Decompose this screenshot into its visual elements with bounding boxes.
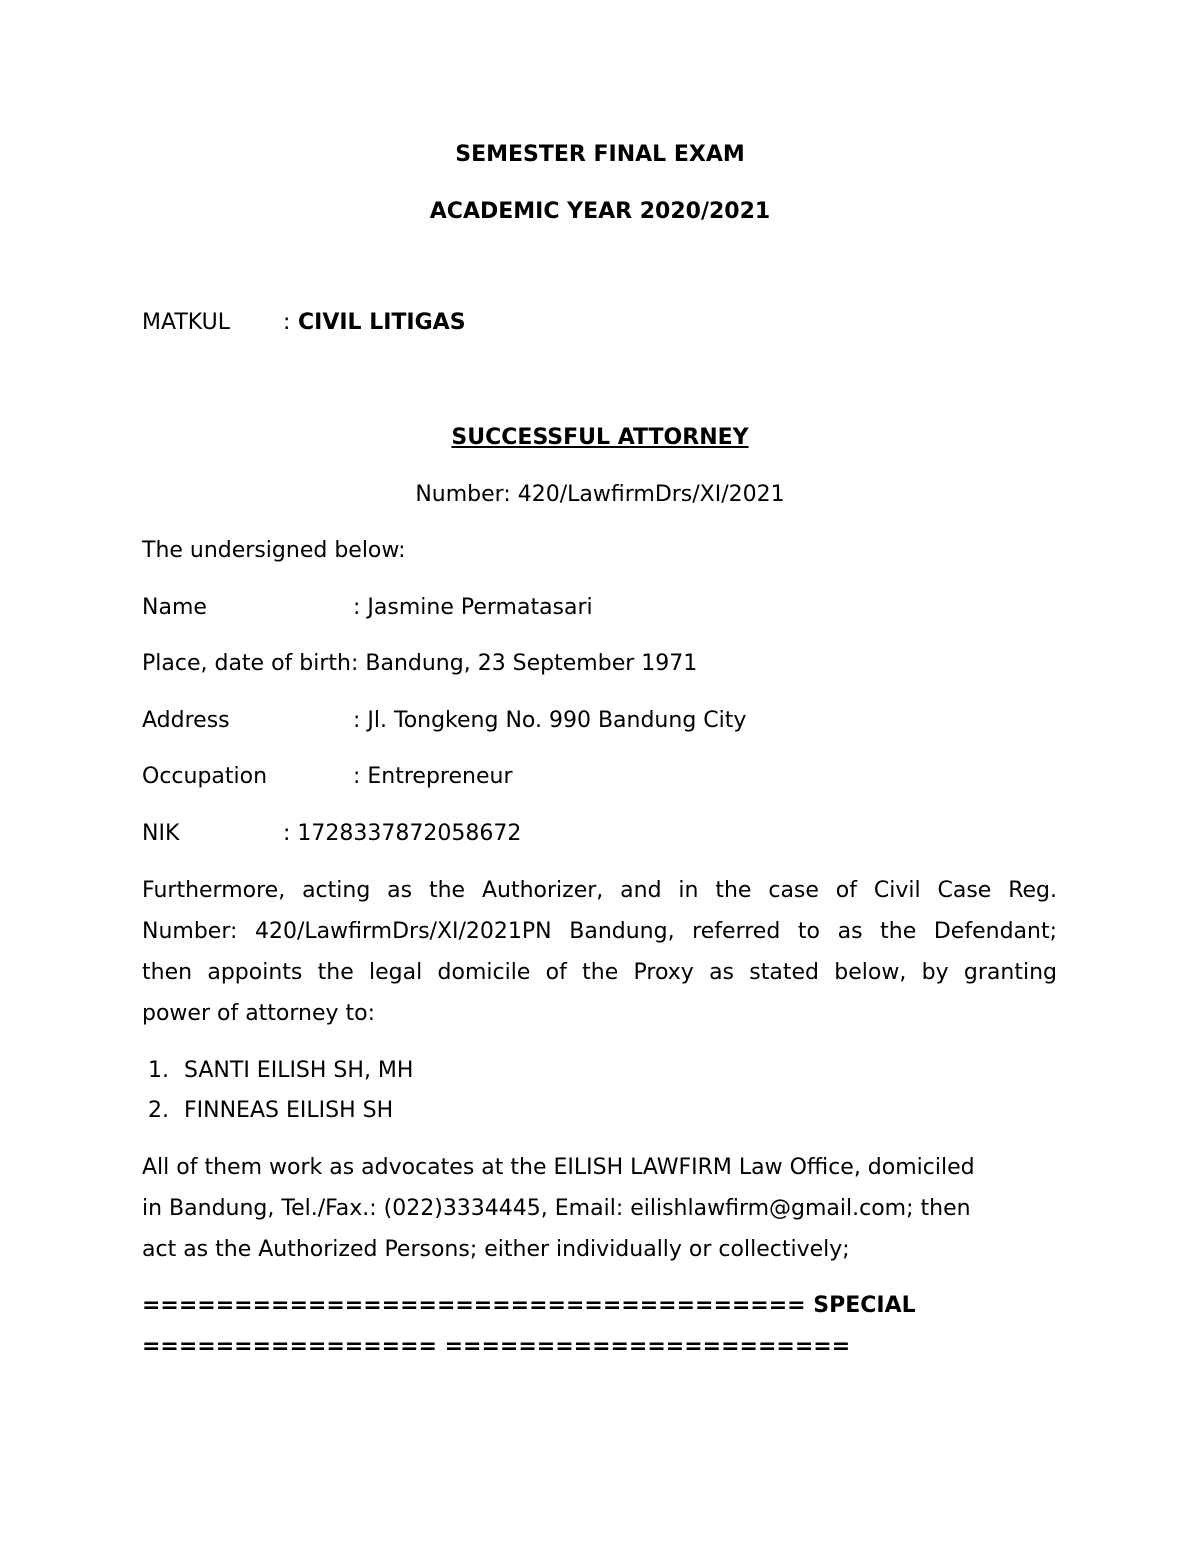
paragraph2-line: All of them work as advocates at the EILISH LAWFIRM Law Office, domiciled — [142, 1155, 975, 1180]
name-label: Name — [142, 595, 207, 620]
nik-label: NIK — [142, 821, 180, 846]
attorney-name: SANTI EILISH SH, MH — [184, 1058, 414, 1083]
occupation-label: Occupation — [142, 764, 268, 789]
exam-title: SEMESTER FINAL EXAM — [455, 142, 745, 167]
name-value: : Jasmine Permatasari — [353, 595, 593, 620]
attorney-name: FINNEAS EILISH SH — [184, 1098, 394, 1123]
birth-line: Place, date of birth: Bandung, 23 September 1971 — [142, 651, 698, 676]
academic-year: ACADEMIC YEAR 2020/2021 — [429, 199, 771, 224]
paragraph1-line: then appoints the legal domicile of the Proxy as stated below, by granting — [142, 960, 1057, 985]
document-title: SUCCESSFUL ATTORNEY — [451, 425, 749, 450]
special-divider: ================ ====================== — [142, 1334, 851, 1359]
attorney-number: 1. — [148, 1058, 169, 1083]
nik-value: : 1728337872058672 — [283, 821, 522, 846]
course-value: CIVIL LITIGAS — [298, 310, 466, 335]
paragraph1-line: Furthermore, acting as the Authorizer, and in the case of Civil Case Reg. — [142, 878, 1057, 903]
paragraph2-line: in Bandung, Tel./Fax.: (022)3334445, Email: eilishlawfirm@gmail.com; then — [142, 1196, 971, 1221]
document-number: Number: 420/LawfirmDrs/XI/2021 — [415, 482, 785, 507]
paragraph1-line: power of attorney to: — [142, 1001, 376, 1026]
occupation-value: : Entrepreneur — [353, 764, 513, 789]
special-divider: ==================================== SPECIAL — [142, 1293, 916, 1318]
intro-text: The undersigned below: — [142, 538, 406, 563]
address-value: : Jl. Tongkeng No. 990 Bandung City — [353, 708, 747, 733]
course-separator: : — [283, 310, 291, 335]
paragraph1-line: Number: 420/LawfirmDrs/XI/2021PN Bandung, referred to as the Defendant; — [142, 919, 1057, 944]
attorney-number: 2. — [148, 1098, 169, 1123]
course-label: MATKUL — [142, 310, 230, 335]
address-label: Address — [142, 708, 230, 733]
paragraph2-line: act as the Authorized Persons; either individually or collectively; — [142, 1237, 850, 1262]
